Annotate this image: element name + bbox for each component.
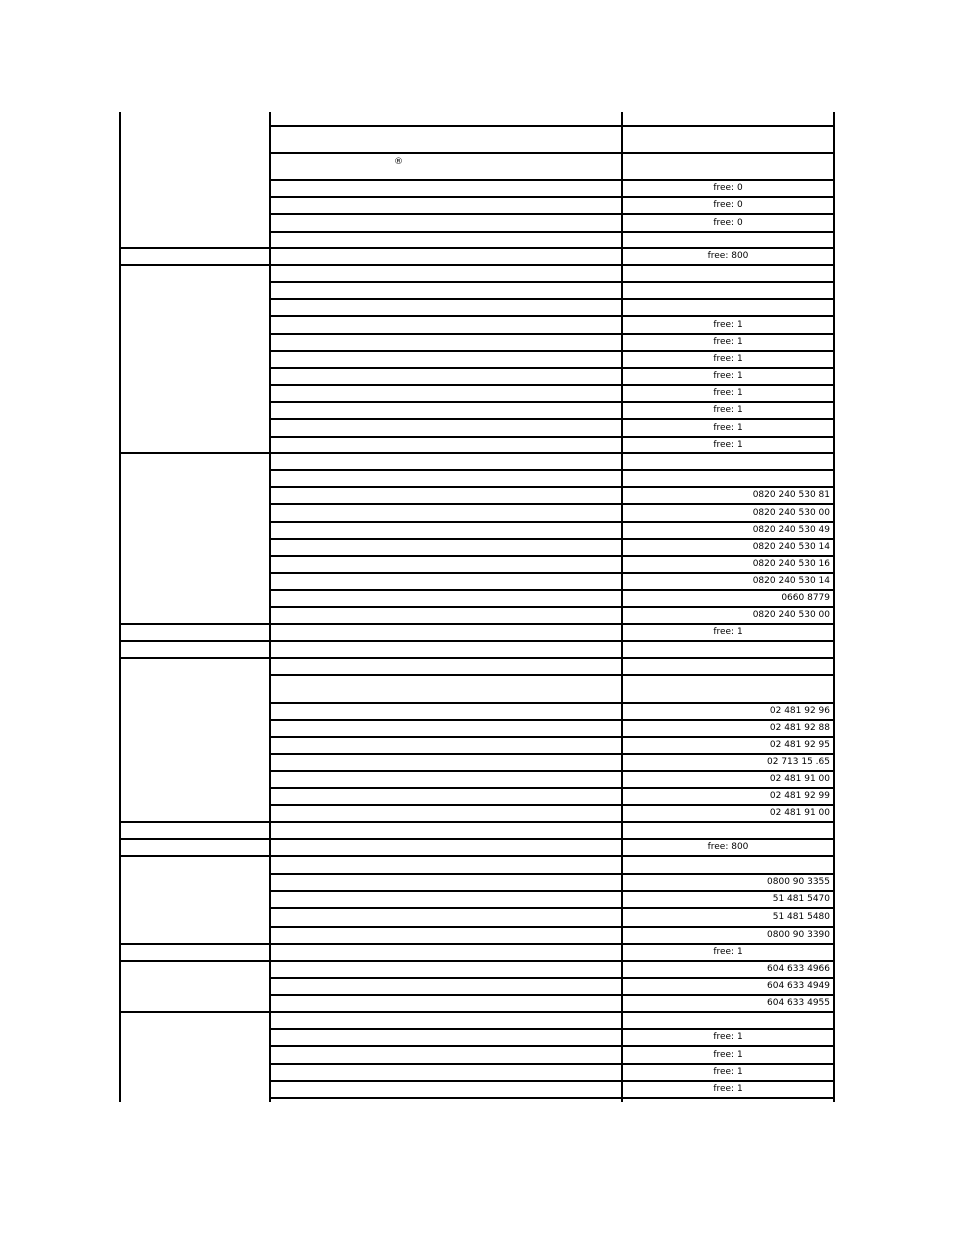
group-divider [119,640,271,642]
row-divider [269,873,835,875]
contact-number: free: 800 [707,251,749,261]
contact-number: 0820 240 530 49 [752,525,830,535]
contact-number: free: 1 [713,388,743,398]
registered-mark: ® [394,157,403,167]
row-divider [269,298,835,300]
row-divider [269,247,835,249]
contact-number: 02 713 15 .65 [767,757,830,767]
row-divider [269,907,835,909]
contact-number: 604 633 4966 [767,964,830,974]
group-divider [119,452,271,454]
row-divider [269,855,835,857]
contact-number: free: 1 [713,439,743,450]
contact-number: 02 481 91 00 [769,774,830,784]
contact-number: free: 1 [713,1067,743,1077]
row-divider [269,977,835,979]
row-divider [269,838,835,840]
group-divider [119,943,271,945]
contact-number: free: 1 [713,319,743,330]
group-divider [119,855,271,857]
row-divider [269,606,835,608]
row-divider [269,125,835,127]
row-divider [269,657,835,659]
row-divider [269,1011,835,1013]
row-divider [269,179,835,181]
group-divider [119,247,271,249]
row-divider [269,196,835,198]
row-divider [269,264,835,266]
row-divider [269,589,835,591]
contact-number: free: 0 [713,183,743,193]
contact-number: 02 481 92 99 [769,791,830,801]
group-divider [119,821,271,823]
row-divider [269,503,835,505]
contact-number: 02 481 92 96 [769,706,830,716]
row-divider [269,719,835,721]
row-divider [269,401,835,403]
row-divider [269,213,835,215]
row-divider [269,821,835,823]
row-divider [269,231,835,233]
contact-number: 0820 240 530 14 [752,576,830,586]
contact-number: 0820 240 530 00 [752,507,830,518]
row-divider [269,333,835,335]
row-divider [269,384,835,386]
contact-number: 0820 240 530 16 [752,559,830,569]
contact-number: free: 1 [713,354,743,364]
row-divider [269,1097,835,1099]
row-divider [269,367,835,369]
contact-number: 02 481 92 95 [769,740,830,750]
group-divider [119,264,271,266]
row-divider [269,1063,835,1065]
contact-number: free: 800 [707,842,749,852]
group-divider [119,657,271,659]
contact-number: free: 1 [713,337,743,347]
row-divider [269,623,835,625]
row-divider [269,674,835,676]
contact-number: free: 1 [713,1084,743,1094]
row-divider [269,572,835,574]
group-divider [119,1011,271,1013]
column-border-left [119,112,121,1102]
contact-number: free: 1 [713,405,743,415]
row-divider [269,1045,835,1047]
row-divider [269,469,835,471]
contact-number: 51 481 5470 [772,894,830,904]
contact-number: 0800 90 3390 [767,930,830,940]
contact-number: free: 0 [713,200,743,210]
row-divider [269,890,835,892]
row-divider [269,753,835,755]
contact-number: 02 481 92 88 [769,723,830,733]
row-divider [269,787,835,789]
row-divider [269,1080,835,1082]
contact-number: 0820 240 530 14 [752,542,830,552]
row-divider [269,770,835,772]
row-divider [269,804,835,806]
row-divider [269,960,835,962]
contact-number: 0820 240 530 00 [752,610,830,620]
row-divider [269,736,835,738]
row-divider [269,640,835,642]
row-divider [269,418,835,420]
contact-number: free: 1 [713,371,743,381]
contact-number: 02 481 91 00 [769,808,830,818]
row-divider [269,926,835,928]
contact-number: 0820 240 530 81 [752,490,830,500]
row-divider [269,538,835,540]
group-divider [119,960,271,962]
row-divider [269,486,835,488]
contact-number: free: 1 [713,627,743,637]
row-divider [269,315,835,317]
row-divider [269,281,835,283]
row-divider [269,555,835,557]
group-divider [119,838,271,840]
row-divider [269,350,835,352]
contact-number: 0660 8779 [781,593,830,603]
row-divider [269,152,835,154]
contact-number: free: 1 [713,1032,743,1042]
contact-number: 604 633 4949 [767,981,830,991]
row-divider [269,994,835,996]
contact-number: 604 633 4955 [767,998,830,1008]
contact-number: free: 1 [713,947,743,957]
contact-number: free: 1 [713,422,743,433]
contact-number: free: 0 [713,217,743,228]
group-divider [119,623,271,625]
row-divider [269,452,835,454]
row-divider [269,1028,835,1030]
contact-number: 51 481 5480 [772,912,830,922]
row-divider [269,436,835,438]
row-divider [269,521,835,523]
contact-number: free: 1 [713,1049,743,1060]
row-divider [269,943,835,945]
contact-number: 0800 90 3355 [767,877,830,887]
row-divider [269,702,835,704]
